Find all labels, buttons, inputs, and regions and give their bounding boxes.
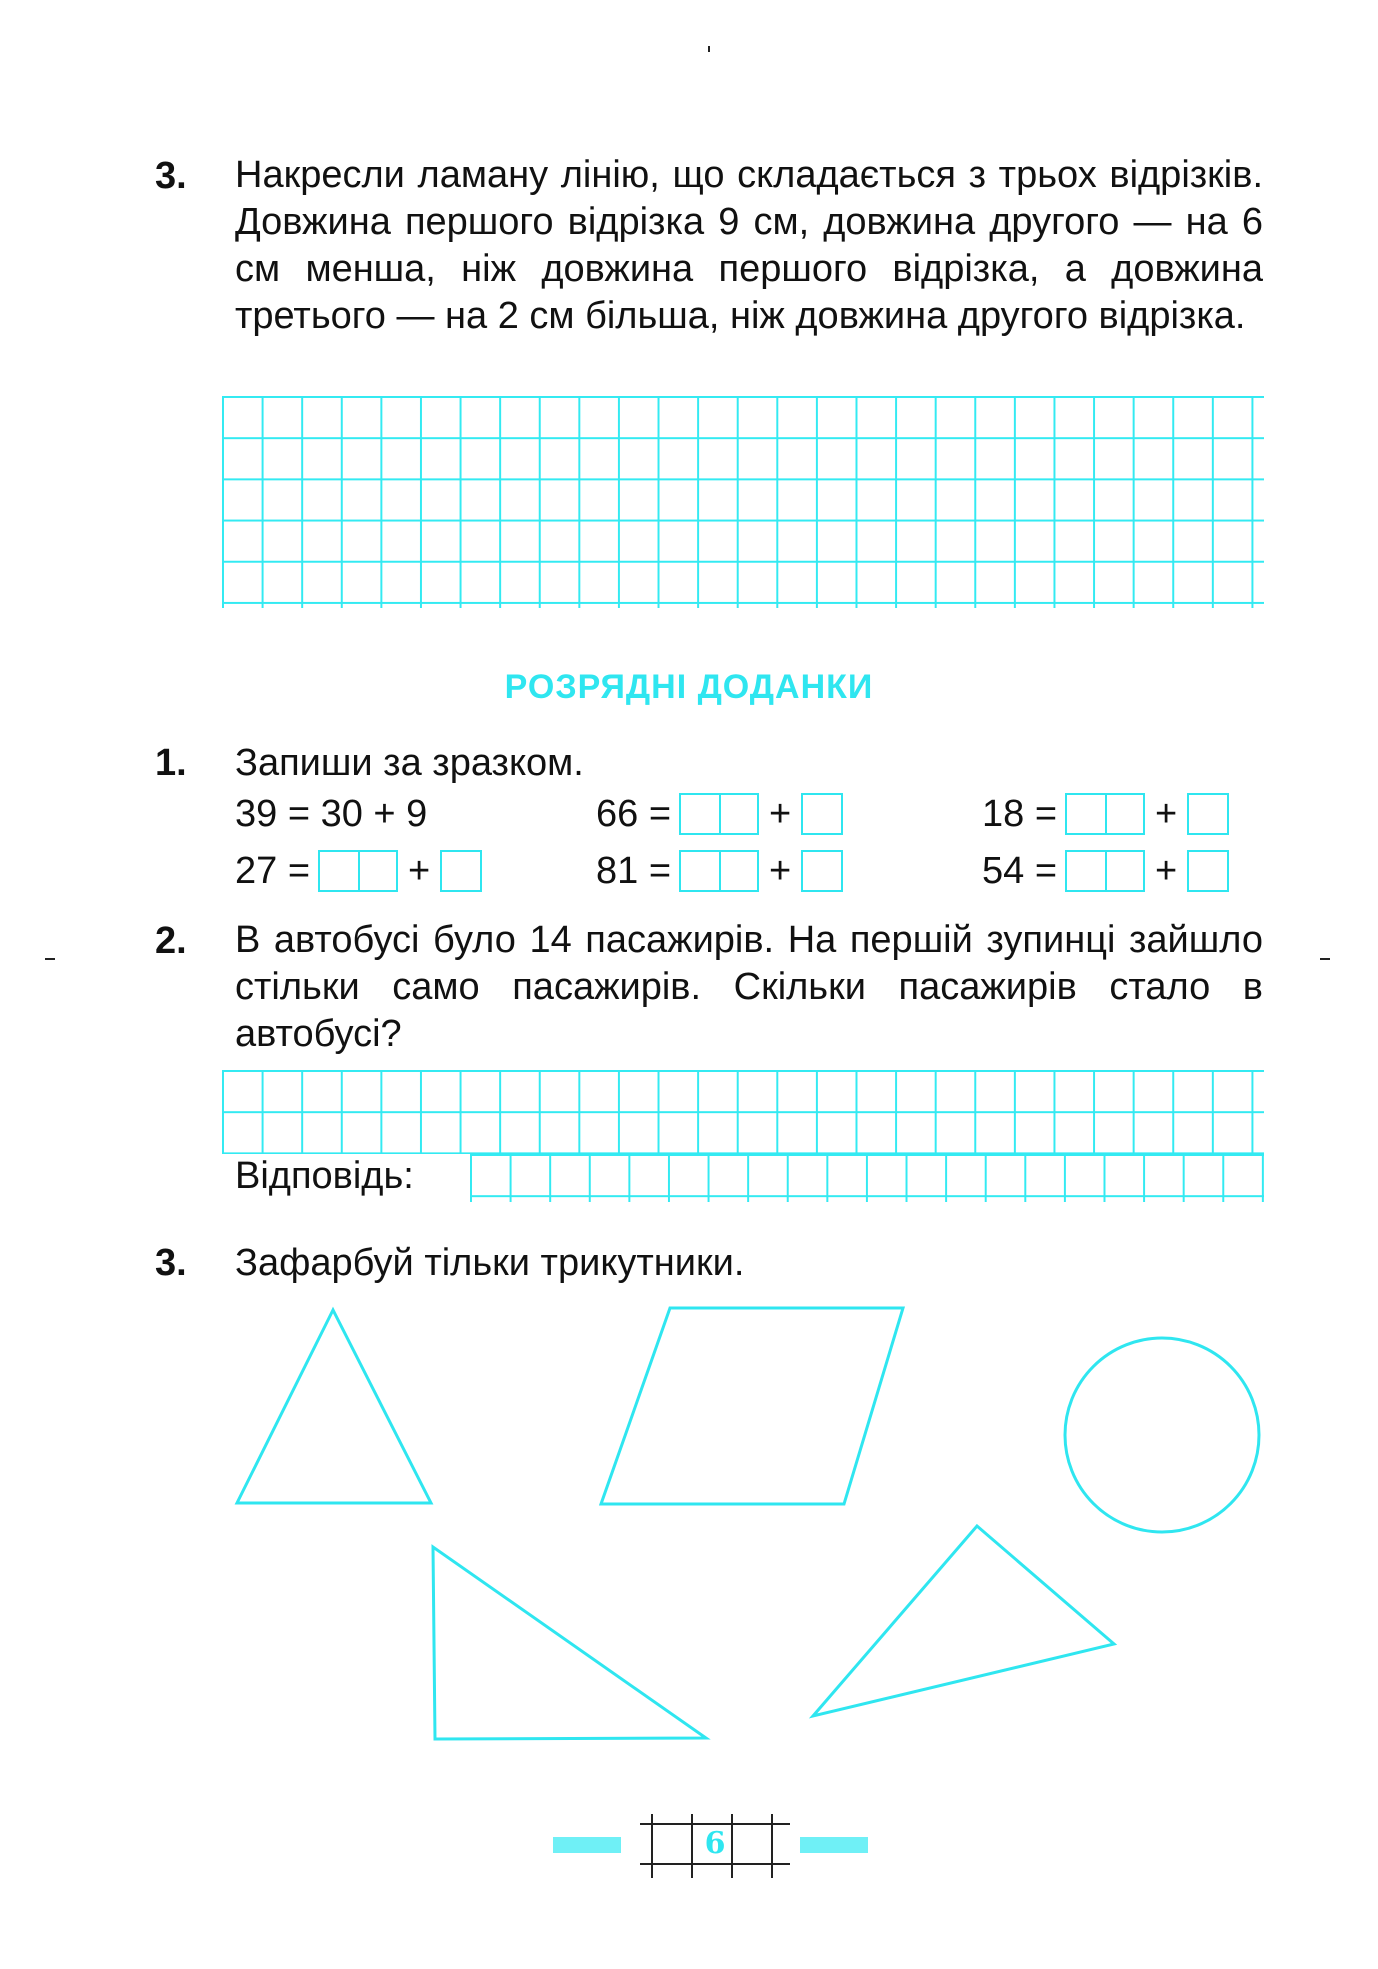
section-title: РОЗРЯДНІ ДОДАНКИ	[504, 668, 874, 706]
plus-sign: +	[1155, 849, 1178, 892]
parallelogram-shape[interactable]	[601, 1308, 903, 1504]
right-triangle-shape[interactable]	[433, 1547, 706, 1739]
triangle-shape[interactable]	[237, 1310, 431, 1503]
plus-sign: +	[769, 792, 792, 835]
obtuse-triangle-shape[interactable]	[813, 1526, 1114, 1716]
task-number: 3.	[155, 155, 187, 197]
task-number: 1.	[155, 742, 187, 784]
plus-sign: +	[769, 849, 792, 892]
equation-label: 81 =	[596, 849, 672, 892]
equation-label: 54 =	[982, 849, 1058, 892]
plus-sign: +	[1155, 792, 1178, 835]
plus-sign: +	[408, 849, 431, 892]
task-text: Зафарбуй тільки трикутники.	[235, 1242, 745, 1284]
task-text: Запиши за зразком.	[235, 742, 584, 784]
answer-label: Відповідь:	[235, 1155, 414, 1197]
sample-text: 39 = 30 + 9	[235, 792, 428, 835]
circle-shape[interactable]	[1065, 1338, 1259, 1532]
footer-bar-left	[553, 1837, 621, 1853]
task-text: Накресли ламану лінію, що складається з трьох відрізків. Довжина першого відрізка 9 см, довжина другого — на 6 см менша, ніж довжина першого відрізка, а довжина третього — на 2 см більша, ніж довжина другого відрізка.	[235, 154, 1263, 337]
task-text: В автобусі було 14 пасажирів. На першій зупинці зайшло стільки само пасажирів. Скільки пасажирів стало в автобусі?	[235, 919, 1263, 1055]
equation-label: 66 =	[596, 792, 672, 835]
task-number: 3.	[155, 1242, 187, 1284]
equation-label: 18 =	[982, 792, 1058, 835]
equation-label: 27 =	[235, 849, 311, 892]
page-number: 6	[704, 1826, 726, 1861]
task-number: 2.	[155, 920, 187, 962]
footer-bar-right	[800, 1837, 868, 1853]
